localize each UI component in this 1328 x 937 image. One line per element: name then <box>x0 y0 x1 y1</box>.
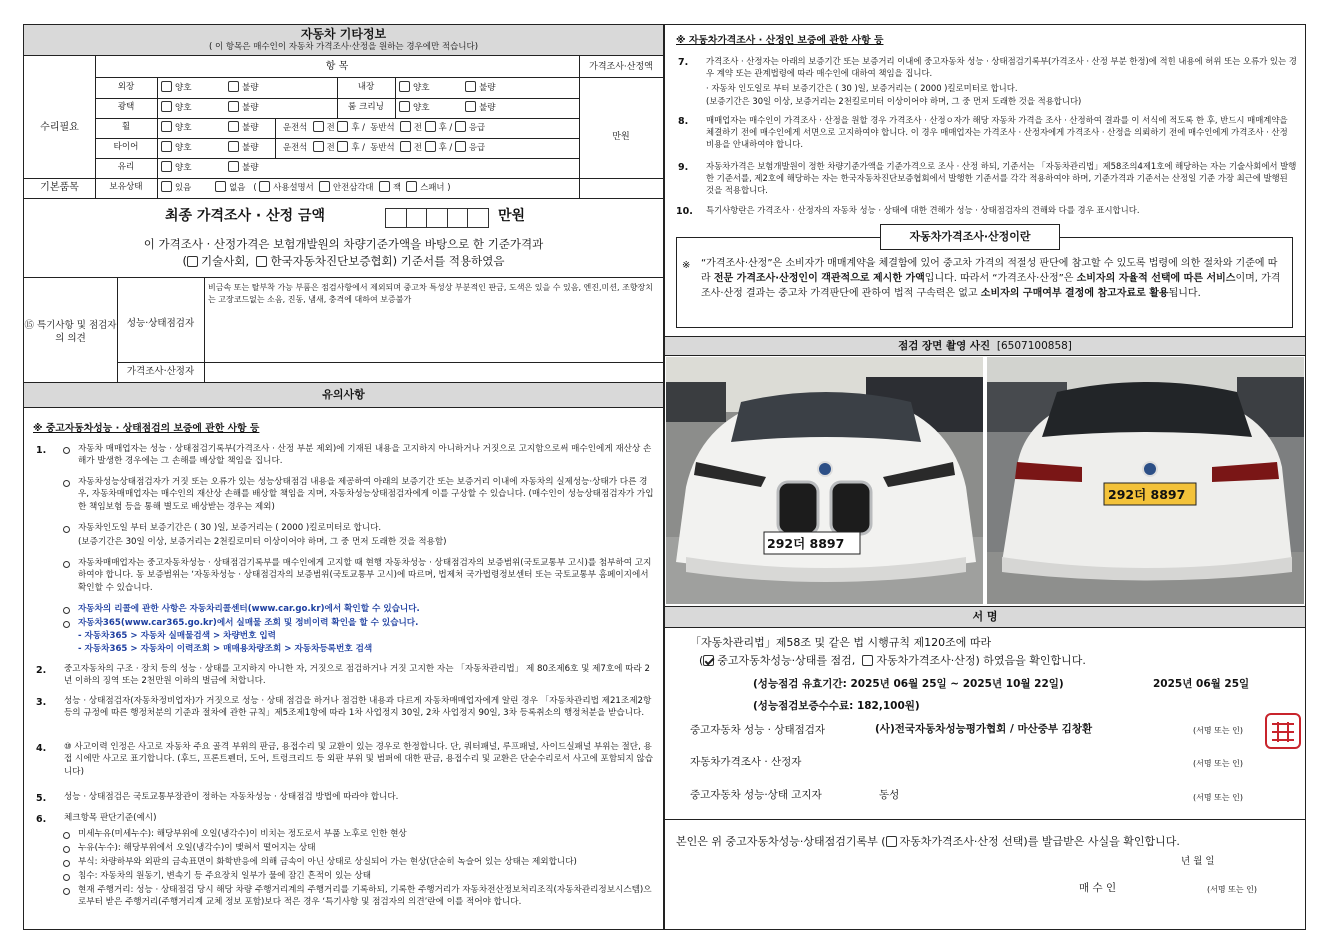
gloss-good[interactable]: 양호 <box>161 101 192 113</box>
final-price-title: 최종 가격조사 · 산정 금액 <box>165 208 326 224</box>
caution-p3: 성능 · 상태점검자(자동차정비업자)가 거짓으로 성능 · 상태 점검을 하거나 점검한 내용과 다르게 자동차매매업자에게 알린 경우 「자동차관리법 제21조제2항 등의 규정에 따른 행정처분의 기준과 절차에 관한 규칙」제5조제1항에 따라 1차 사업정지 30일, 2차 사업정지 90일, 3차 등록취소의 행정처분을 받습니다. <box>64 696 652 719</box>
right-num-7: 7. <box>678 57 689 68</box>
tire-bad[interactable]: 불량 <box>228 141 259 153</box>
room-good[interactable]: 양호 <box>399 101 430 113</box>
caution-p1a: 자동차 매매업자는 성능 · 상태점검기록부(가격조사 · 산정 부분 제외)에 기재된 내용을 고지하지 아니하거나 거짓으로 고지함으로써 매수인에게 재산상 손해가 발생한 경우에는 그 손해를 배상할 책임을 집니다. <box>78 444 652 467</box>
tire-good[interactable]: 양호 <box>161 141 192 153</box>
caution-p1d: 자동차매매업자는 중고자동차성능 · 상태점검기록부를 매수인에게 고지할 때 현행 자동차성능 · 상태점검자의 보증범위(국토교통부 고시)를 첨부하여 고지하여야 합니다. 동 보증범위는 ‘자동차성능 · 상태점검자의 보증범위(국토교통부 고시)에 따르며, 법제처 국가법령정보센터 또는 국토교통부 홈페이지에서 확인할 수 있습니다. <box>78 558 652 593</box>
red-seal-icon <box>1265 713 1301 749</box>
exterior-bad[interactable]: 불량 <box>228 81 259 93</box>
caution-p6e: 현재 주행거리: 성능 · 상태점검 당시 해당 차량 주행거리계의 주행거리를 기록하되, 기록한 주행거리가 자동차전산정보처리조직(자동차관리정보시스템)으로부터 받은 주행거리(주행거리계 교체 정보 포함)보다 적은 경우 ‘특기사항 및 점검자의 의견’란에 이를 적어야 합니다. <box>78 885 652 908</box>
role-appraiser: 자동차가격조사 · 산정자 <box>690 756 802 768</box>
buyer-sign-mark[interactable]: (서명 또는 인) <box>1207 885 1257 894</box>
owned-options[interactable]: 있음 없음 ( 사용설명서 안전삼각대 잭 스패너 ) <box>161 181 450 192</box>
exterior-good[interactable]: 양호 <box>161 81 192 93</box>
repair-label: 수리필요 <box>40 122 79 133</box>
caution-heading: ※ 중고자동차성능 · 상태점검의 보증에 관한 사항 등 <box>33 423 260 434</box>
basic-items-label: 기본품목 <box>40 182 79 193</box>
caution-p1f[interactable]: 자동차365(www.car365.go.kr)에서 실매물 조회 및 정비이력 확인을 할 수 있습니다. <box>78 618 419 628</box>
caution-p1c: 자동차인도일 부터 보증기간은 ( 30 )일, 보증거리는 ( 2000 )킬로미터로 합니다. <box>78 523 382 533</box>
caution-p6a: 미세누유(미세누수): 해당부위에 오일(냉각수)이 비치는 정도로서 부품 노후로 인한 현상 <box>78 829 407 839</box>
buyer-label: 매 수 인 <box>1079 882 1117 894</box>
gloss-bad[interactable]: 불량 <box>228 101 259 113</box>
row-wheel: 휠 <box>121 122 131 132</box>
room-bad[interactable]: 불량 <box>465 101 496 113</box>
buyer-date: 년 월 일 <box>1181 856 1215 867</box>
photo-title: 점검 장면 촬영 사진 [6507100858] <box>898 340 1072 352</box>
special-label: ⑮ 특기사항 및 점검자의 의견 <box>24 320 117 344</box>
right-p10: 특기사항란은 가격조사 · 산정자의 자동차 성능 · 상태에 대한 견해가 성능 · 상태점검자의 견해와 다를 경우 표시합니다. <box>706 205 1140 215</box>
caution-num-1: 1. <box>36 445 47 456</box>
inspector-org: (사)전국자동차성능평가협회 / 마산중부 김창환 <box>875 723 1093 735</box>
appraiser-sign-mark[interactable]: (서명 또는 인) <box>1193 759 1243 768</box>
caution-p6d: 침수: 자동차의 원동기, 변속기 등 주요장치 일부가 물에 잠긴 흔적이 있는 상태 <box>78 871 372 881</box>
interior-bad[interactable]: 불량 <box>465 81 496 93</box>
notifier-name: 동성 <box>879 789 900 801</box>
caution-p1e[interactable]: 자동차의 리콜에 관한 사항은 자동차리콜센터(www.car.go.kr)에서 확인할 수 있습니다. <box>78 604 420 614</box>
right-num-8: 8. <box>678 116 689 127</box>
wheel-position-options[interactable]: 운전석 전 후 / 동반석 전 후 / 응급 <box>283 122 486 132</box>
right-num-9: 9. <box>678 162 689 173</box>
sign-line1: 「자동차관리법」제58조 및 같은 법 시행규칙 제120조에 따라 <box>690 636 992 649</box>
tire-position-options[interactable]: 운전석 전 후 / 동반석 전 후 / 응급 <box>283 142 486 152</box>
row-tire: 타이어 <box>113 142 139 152</box>
caution-num-2: 2. <box>36 665 47 676</box>
rear-plate-text: 292더 8897 <box>1108 487 1186 502</box>
wheel-bad[interactable]: 불량 <box>228 121 259 133</box>
row-owned: 보유상태 <box>109 182 143 192</box>
caution-p5: 성능 · 상태점검은 국토교통부장관이 정하는 자동차성능 · 상태점검 방법에 따라야 합니다. <box>64 792 399 802</box>
etc-subtitle: ( 이 항목은 매수인이 자동차 가격조사·산정을 원하는 경우에만 적습니다) <box>208 42 479 52</box>
validity-period: (성능점검 유효기간: 2025년 06월 25일 ~ 2025년 10월 22일) <box>753 678 1064 690</box>
right-p7b: · 자동차 인도일로 부터 보증기간은 ( 30 )일, 보증거리는 ( 2000 )킬로미터로 합니다. <box>706 83 1018 93</box>
right-heading: ※ 자동차가격조사 · 산정인 보증에 관한 사항 등 <box>676 35 884 46</box>
col-price-header: 가격조사·산정액 <box>589 62 653 72</box>
front-plate-text: 292더 8897 <box>767 536 845 551</box>
final-price-line1: 이 가격조사 · 산정가격은 보험개발원의 차량기준가액을 바탕으로 한 기준가격과 <box>143 237 544 251</box>
caution-num-3: 3. <box>36 697 47 708</box>
right-p9: 자동차가격은 보험개발원이 정한 차량기준가액을 기준가격으로 조사 · 산정 하되, 기준서는 「자동차관리법」제58조의4제1호에 해당하는 자는 기술사회에서 발행한 기준서를, 제2호에 해당하는 자는 한국자동차진단보증협회에서 발행한 기준서를 각각 적용하여야 하며, 기준가격과 기준서는 산정일 기준 가장 최근에 발행된 것을 적용합니다. <box>706 161 1297 196</box>
interior-good[interactable]: 양호 <box>399 81 430 93</box>
right-p8: 매매업자는 매수인이 가격조사 · 산정을 원할 경우 가격조사 · 산정ㅇ자가 해당 자동차 가격을 조사 · 산정하여 결과를 이 서식에 적도록 한 후, 반드시 매매계약을 체결하기 전에 매수인에게 서면으로 고지하여야 합니다. 이 경우 매매업자는 가격조사 · 산정자에게 가격조사 · 산정을 의뢰하기 전에 매수인에게 가격조사 · 산정 비용을 안내하여야 합니다. <box>706 115 1288 150</box>
inspector-sign-mark[interactable]: (서명 또는 인) <box>1193 726 1243 735</box>
row-interior: 내장 <box>357 82 375 92</box>
final-price-line2: ( 기술사회, 한국자동차진단보증협회) 기준서를 적용하였음 <box>182 254 505 268</box>
definition-text: “가격조사·산정”은 소비자가 매매계약을 체결함에 있어 중고차 가격의 적절성 판단에 참고할 수 있도록 법령에 의한 절차와 기준에 따라 전문 가격조사·산정인이 객관적으로 제시한 가액입니다. 따라서 “가격조사·산정”은 소비자의 자율적 선택에 따른 서비스이며, 가격조사·산정 결과는 중고차 가격판단에 관하여 법적 구속력은 없고 소비자의 구매여부 결정에 참고자료로 활용됩니다. <box>701 258 1281 299</box>
caution-p1b: 자동차성능상태점검자가 거짓 또는 오류가 있는 성능상태점검 내용을 제공하여 아래의 보증기간 또는 보증거리 이내에 자동차의 실제성능·상태가 다른 경우, 자동차매매업자는 매수인의 재산상 손해를 배상할 책임을 지며, 자동차성능상태점검자에게 이를 구상할 수 있습니다. (매수인이 성능상태점검자가 가입한 책임보험 등을 통해 별도로 배상받는 경우는 제외) <box>78 477 654 512</box>
wheel-good[interactable]: 양호 <box>161 121 192 133</box>
right-p7c: (보증기간은 30일 이상, 보증거리는 2천킬로미터 이상이어야 하며, 그 중 먼저 도래한 것을 적용합니다) <box>706 96 1082 106</box>
glass-good[interactable]: 양호 <box>161 161 192 173</box>
definition-mark: ※ <box>682 260 691 271</box>
final-price-unit: 만원 <box>498 208 526 224</box>
role-inspector: 중고자동차 성능 · 상태점검자 <box>690 724 826 736</box>
row-glass: 유리 <box>117 162 135 172</box>
role-notifier: 중고자동차 성능·상태 고지자 <box>690 789 822 801</box>
special-note: 비금속 또는 탈부착 가능 부품은 점검사항에서 제외되며 중고차 특성상 부분적인 판금, 도색은 있을 수 있음, 엔진,미션, 조향장치는 고장코드없는 소음, 진동, 냄새, 충격에 대하여 보증불가 <box>208 283 653 304</box>
notifier-sign-mark[interactable]: (서명 또는 인) <box>1193 793 1243 802</box>
row-gloss: 광택 <box>117 102 135 112</box>
caution-title: 유의사항 <box>322 388 365 401</box>
glass-bad[interactable]: 불량 <box>228 161 259 173</box>
caution-p1g: - 자동차365 > 자동차 실매물검색 > 차량번호 입력 <box>78 631 276 641</box>
caution-p6b: 누유(누수): 해당부위에서 오일(냉각수)이 맺혀서 떨어지는 상태 <box>78 843 316 853</box>
col-item-header: 항 목 <box>325 61 349 72</box>
appraiser-label: 가격조사·산정자 <box>126 366 195 377</box>
sign-line2: ( 중고자동차성능·상태를 점검, 자동차가격조사·산정) 하였음을 확인합니다. <box>699 654 1086 667</box>
final-price-boxes[interactable] <box>385 208 489 228</box>
inspector-label: 성능·상태점검자 <box>126 318 195 329</box>
right-num-10: 10. <box>676 206 693 217</box>
price-unit: 만원 <box>612 132 630 142</box>
caution-num-4: 4. <box>36 743 47 754</box>
caution-p2: 중고자동차의 구조 · 장치 등의 성능 · 상태를 고지하지 아니한 자, 거짓으로 점검하거나 거짓 고지한 자는 「자동차관리법」 제 80조제6호 및 제7호에 따라 2년 이하의 징역 또는 2천만원 이하의 벌금에 처합니다. <box>64 664 651 687</box>
row-exterior: 외장 <box>117 82 135 92</box>
sign-date: 2025년 06월 25일 <box>1153 678 1250 690</box>
caution-p1c2: (보증기간은 30일 이상, 보증거리는 2천킬로미터 이상이어야 하며, 그 중 먼저 도래한 것을 적용함) <box>78 537 447 547</box>
warranty-fee: (성능점검보증수수료: 182,100원) <box>753 700 920 712</box>
sign-title: 서 명 <box>972 610 998 623</box>
caution-p4: ⑩ 사고이력 인정은 사고로 자동차 주요 골격 부위의 판금, 용접수리 및 교환이 있는 경우로 한정합니다. 단, 쿼터패널, 루프패널, 사이드실패널 부위는 절단, 용접 시에만 사고로 표기합니다. (후드, 프론트펜더, 도어, 트렁크리드 등 외판 부위 및 범퍼에 대한 판금, 용접수리 및 교환은 단순수리로서 사고에 포함되지 않습니다) <box>64 742 654 777</box>
caution-p6: 체크항목 판단기준(예시) <box>64 813 157 823</box>
caution-num-6: 6. <box>36 814 47 825</box>
caution-p6c: 부식: 차량하부와 외판의 금속표면이 화학반응에 의해 금속이 아닌 상태로 상실되어 가는 현상(단순히 녹슬어 있는 상태는 제외합니다) <box>78 857 577 867</box>
right-p7: 가격조사 · 산정자는 아래의 보증기간 또는 보증거리 이내에 중고자동차 성능 · 상태점검기록부(가격조사 · 산정 부분 한정)에 적힌 내용에 허위 또는 오류가 있는 경우 계약 또는 관계법령에 따라 매수인에 대하여 책임을 집니다. <box>706 56 1297 79</box>
row-room-cleaning: 룸 크리닝 <box>348 102 384 112</box>
definition-title: 자동차가격조사·산정이란 <box>909 230 1031 243</box>
front-car-photo <box>666 357 983 604</box>
caution-p1h: - 자동차365 > 자동차이 이력조회 > 매매용차량조회 > 자동차등록번호 검색 <box>78 644 373 654</box>
rear-car-photo <box>987 357 1304 604</box>
etc-title: 자동차 기타정보 <box>300 27 387 41</box>
caution-num-5: 5. <box>36 793 47 804</box>
buyer-confirm: 본인은 위 중고자동차성능·상태점검기록부 ( 자동차가격조사·산정 선택)를 발급받은 사실을 확인합니다. <box>676 835 1180 848</box>
